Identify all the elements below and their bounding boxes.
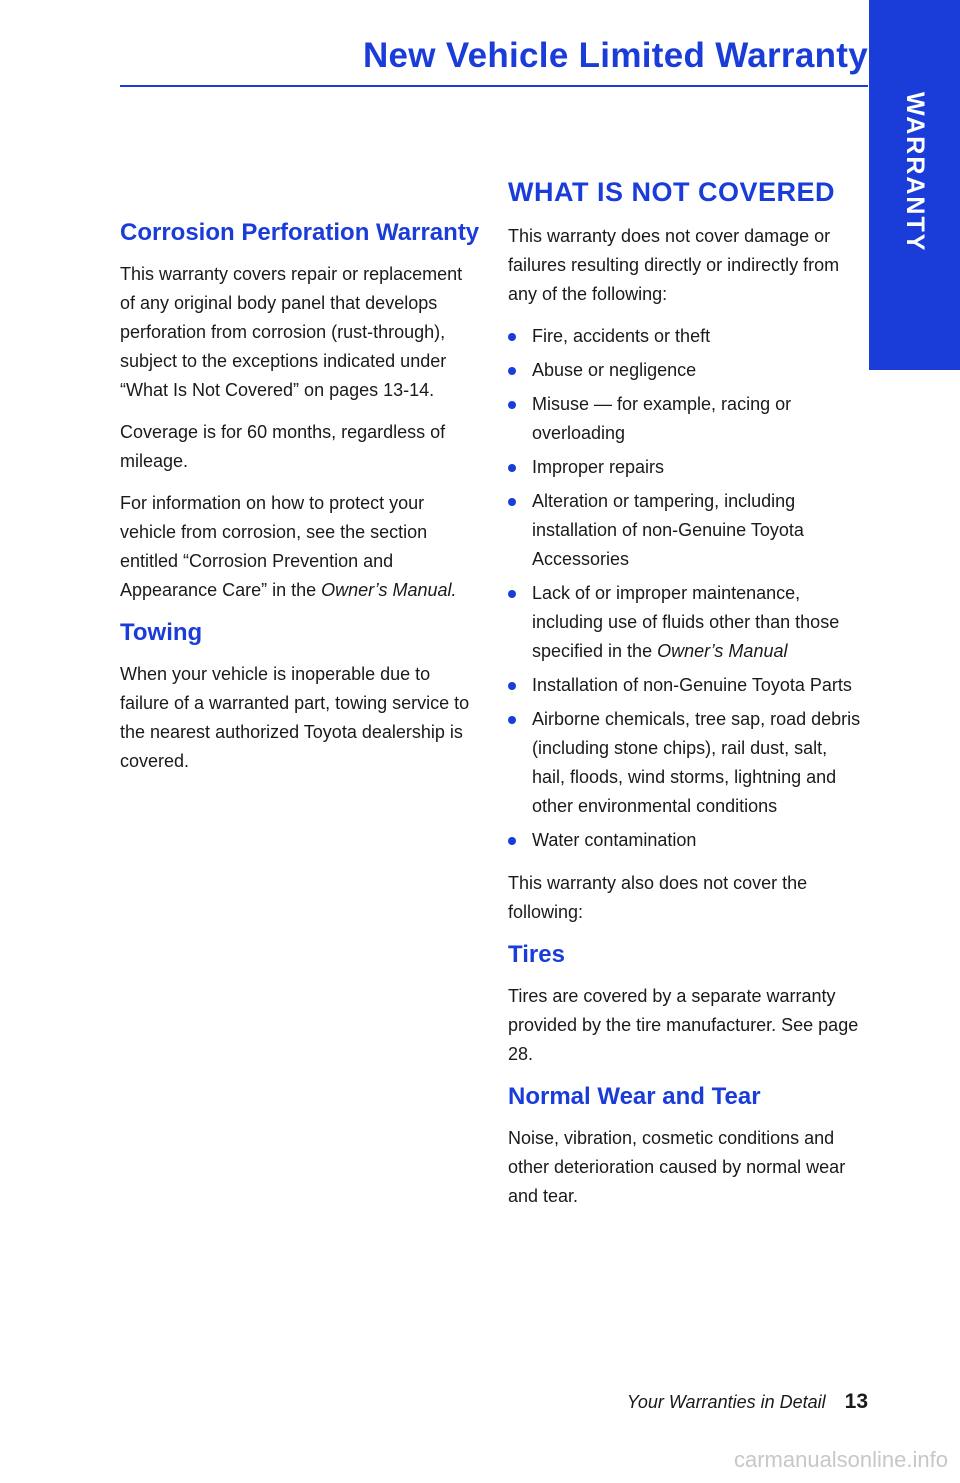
list-item-text: Lack of or improper maintenance, including use of fluids other than those specified in the: [532, 583, 840, 661]
list-item-text: Alteration or tampering, including installation of non-Genuine Toyota Accessories: [532, 491, 804, 569]
bullet-icon: [508, 464, 516, 472]
corrosion-heading: Corrosion Perforation Warranty: [120, 219, 480, 246]
bullet-icon: [508, 401, 516, 409]
corrosion-paragraph-3-text: For information on how to protect your vehicle from corrosion, see the section entitled “Corrosion Prevention and Appearance Care” in the: [120, 493, 428, 600]
corrosion-paragraph-2: Coverage is for 60 months, regardless of mileage.: [120, 422, 446, 471]
list-item: [508, 579, 863, 666]
wear-heading: Normal Wear and Tear: [508, 1083, 761, 1110]
corrosion-paragraph-3: [120, 489, 480, 605]
left-column: [120, 218, 480, 789]
footer-label: Your Warranties in Detail: [626, 1392, 826, 1412]
list-item: [508, 453, 863, 482]
tires-paragraph: Tires are covered by a separate warranty provided by the tire manufacturer. See page 28.: [508, 986, 859, 1064]
towing-heading: Towing: [120, 619, 203, 646]
not-covered-intro: This warranty does not cover damage or failures resulting directly or indirectly from any of the following:: [508, 226, 840, 304]
exclusions-list: [508, 322, 863, 855]
side-tab-label: WARRANTY: [901, 92, 929, 253]
watermark: carmanualsonline.info: [733, 1447, 948, 1472]
owners-manual-reference: Owner’s Manual.: [321, 580, 457, 600]
list-item-text: Abuse or negligence: [532, 360, 697, 380]
bullet-icon: [508, 498, 516, 506]
list-item: [508, 487, 863, 574]
page-footer: [627, 1390, 868, 1414]
list-item-text: Airborne chemicals, tree sap, road debris (including stone chips), rail dust, salt, hail, floods, wind storms, lightning and other environmental conditions: [532, 709, 861, 816]
title-divider: [120, 85, 868, 87]
list-item: [508, 705, 863, 821]
list-item-text: Installation of non-Genuine Toyota Parts: [532, 675, 852, 695]
list-item-text: Water contamination: [532, 830, 697, 850]
page-number: 13: [844, 1390, 868, 1413]
bullet-icon: [508, 716, 516, 724]
section-side-tab: [869, 0, 960, 370]
tires-heading: Tires: [508, 941, 565, 968]
wear-paragraph: Noise, vibration, cosmetic conditions and other deterioration caused by normal wear and tear.: [508, 1128, 846, 1206]
bullet-icon: [508, 682, 516, 690]
list-item: [508, 322, 863, 351]
list-item-text: Fire, accidents or theft: [532, 326, 711, 346]
bullet-icon: [508, 837, 516, 845]
bullet-icon: [508, 590, 516, 598]
not-covered-heading: WHAT IS NOT COVERED: [508, 177, 836, 207]
owners-manual-reference: Owner’s Manual: [657, 641, 788, 661]
corrosion-paragraph-1: This warranty covers repair or replacement of any original body panel that develops perforation from corrosion (rust-through), subject to the exceptions indicated under “What Is Not Covered” on pages 13-14.: [120, 264, 463, 400]
list-item-text: Misuse — for example, racing or overloading: [532, 394, 792, 443]
right-column: [508, 174, 863, 1224]
list-item-text: Improper repairs: [532, 457, 665, 477]
bullet-icon: [508, 367, 516, 375]
not-covered-outro: This warranty also does not cover the following:: [508, 873, 808, 922]
towing-paragraph: When your vehicle is inoperable due to failure of a warranted part, towing service to the nearest authorized Toyota dealership is covered.: [120, 664, 470, 771]
bullet-icon: [508, 333, 516, 341]
page-title: New Vehicle Limited Warranty: [362, 36, 868, 75]
list-item: [508, 671, 863, 700]
list-item: [508, 356, 863, 385]
list-item: [508, 390, 863, 448]
list-item: [508, 826, 863, 855]
